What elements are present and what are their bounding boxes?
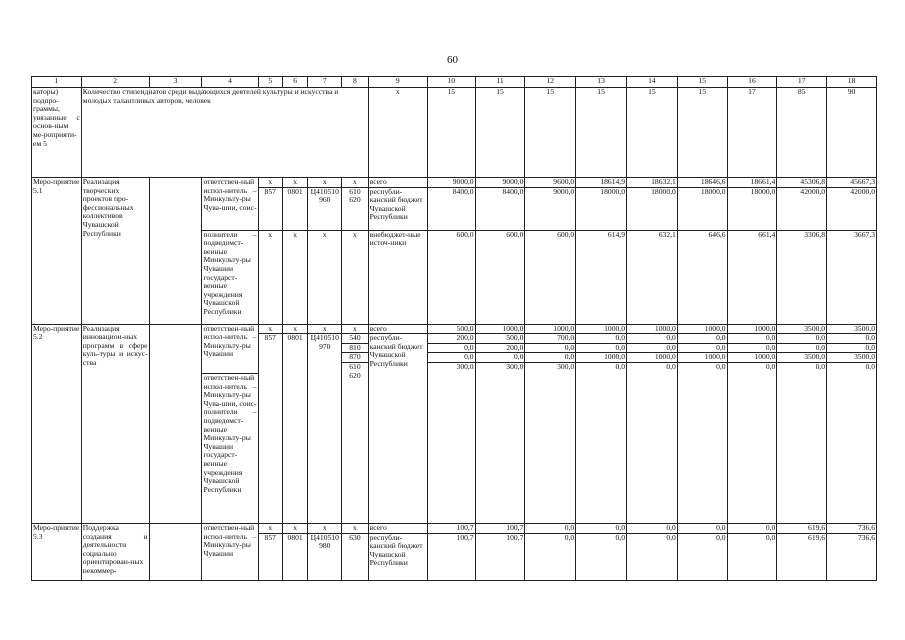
header-cell: 6 xyxy=(282,77,307,88)
value-cell: 0,0 xyxy=(827,343,877,353)
code-cell: 630 xyxy=(342,533,368,580)
code-cell: 540 xyxy=(342,334,368,344)
header-cell: 15 xyxy=(677,77,727,88)
responsible-executor: ответствен-ный испол-нитель – Минкульту-ры Чувашии xyxy=(202,324,258,373)
value-cell: 500,0 xyxy=(427,324,475,334)
value-cell: 3500,0 xyxy=(777,324,827,334)
value-cell: 619,6 xyxy=(777,523,827,533)
code-cell: x xyxy=(282,178,307,188)
value-cell: 18614,9 xyxy=(576,178,627,188)
value-cell: 3306,8 xyxy=(777,230,827,324)
value-cell: 0,0 xyxy=(727,362,777,523)
value-cell: 0,0 xyxy=(576,334,627,344)
code-cell: 870 xyxy=(342,353,368,363)
funding-source: республи-канский бюджет Чувашской Республики xyxy=(368,334,427,524)
header-cell: 1 xyxy=(32,77,82,88)
value-cell: 0,0 xyxy=(576,362,627,523)
code-cell: 0801 xyxy=(282,533,307,580)
value-cell: 0,0 xyxy=(627,362,678,523)
value-cell: 100,7 xyxy=(475,523,525,533)
value-cell: 600,0 xyxy=(525,230,576,324)
funding-source: всего xyxy=(368,324,427,334)
code-cell: x xyxy=(282,324,307,334)
value-cell: 0,0 xyxy=(627,523,678,533)
value-cell: 300,0 xyxy=(475,362,525,523)
value-cell: 632,1 xyxy=(627,230,678,324)
co-executors: полнители – подведомст-венные Минкульту-ры Чувашии государст-венные учреждения Чувашской Республики xyxy=(202,230,258,324)
code-cell: x xyxy=(282,230,307,324)
value-cell: 1000,0 xyxy=(677,324,727,334)
value-cell: 3500,0 xyxy=(827,353,877,363)
value-cell: 0,0 xyxy=(677,523,727,533)
value-cell: 736,6 xyxy=(827,523,877,533)
code-cell: 810 xyxy=(342,343,368,353)
header-cell: 2 xyxy=(81,77,149,88)
value-cell: 200,0 xyxy=(427,334,475,344)
empty-cell xyxy=(149,523,202,580)
measure-desc: Поддержка создания и деятельности социально ориентирован-ных некоммер- xyxy=(81,523,149,580)
value-cell: 0,0 xyxy=(627,334,678,344)
value-cell: 0,0 xyxy=(525,353,576,363)
measure-desc: Реализация инновацион-ных программ в сфере куль-туры и искус-ства xyxy=(81,324,149,523)
code-cell: x xyxy=(342,324,368,334)
indicator-value: 15 xyxy=(525,88,576,178)
header-row xyxy=(32,77,877,88)
code-cell: x xyxy=(258,523,282,533)
header-cell: 5 xyxy=(258,77,282,88)
value-cell: 18000,0 xyxy=(677,187,727,230)
value-cell: 0,0 xyxy=(525,343,576,353)
value-cell: 0,0 xyxy=(525,533,576,580)
header-cell: 8 xyxy=(342,77,368,88)
value-cell: 9000,0 xyxy=(475,178,525,188)
value-cell: 0,0 xyxy=(827,362,877,523)
code-cell: 610 620 xyxy=(342,362,368,523)
value-cell: 614,9 xyxy=(576,230,627,324)
empty-cell xyxy=(149,324,202,523)
value-cell: 8400,0 xyxy=(427,187,475,230)
indicator-value: 90 xyxy=(827,88,877,178)
header-cell: 17 xyxy=(777,77,827,88)
funding-source: всего xyxy=(368,178,427,188)
measure-name: Меро-приятие 5.3 xyxy=(32,523,82,580)
header-cell: 18 xyxy=(827,77,877,88)
value-cell: 1000,0 xyxy=(727,353,777,363)
value-cell: 300,0 xyxy=(427,362,475,523)
code-cell: Ц410510 960 xyxy=(308,187,342,230)
value-cell: 0,0 xyxy=(677,533,727,580)
value-cell: 646,6 xyxy=(677,230,727,324)
value-cell: 0,0 xyxy=(727,533,777,580)
table-row xyxy=(32,324,877,334)
value-cell: 0,0 xyxy=(727,334,777,344)
funding-source: внебюджет-ные источ-ники xyxy=(368,230,427,324)
value-cell: 0,0 xyxy=(677,362,727,523)
code-cell: x xyxy=(308,324,342,334)
code-cell: Ц410510 980 xyxy=(308,533,342,580)
funding-source: республи-канский бюджет Чувашской Республики xyxy=(368,187,427,230)
code-cell: x xyxy=(258,230,282,324)
value-cell: 600,0 xyxy=(427,230,475,324)
value-cell: 1000,0 xyxy=(576,353,627,363)
value-cell: 42000,0 xyxy=(777,187,827,230)
code-cell: x xyxy=(308,178,342,188)
value-cell: 0,0 xyxy=(777,343,827,353)
indicator-label: каторы) подпро-граммы, увязанные с основ-ным ме-роприяти-ем 5 xyxy=(32,88,82,178)
value-cell: 18000,0 xyxy=(576,187,627,230)
value-cell: 0,0 xyxy=(427,343,475,353)
value-cell: 0,0 xyxy=(777,362,827,523)
responsible-executor: ответствен-ный испол-нитель – Минкульту-ры Чувашии xyxy=(202,523,258,580)
page-number: 60 xyxy=(447,54,458,66)
header-cell: 3 xyxy=(149,77,202,88)
indicator-text: Количество стипендиатов среди выдающихся деятелей культуры и искусства и молодых талантливых авторов, человек xyxy=(81,88,368,178)
value-cell: 1000,0 xyxy=(627,324,678,334)
value-cell: 661,4 xyxy=(727,230,777,324)
value-cell: 500,0 xyxy=(475,334,525,344)
value-cell: 18000,0 xyxy=(627,187,678,230)
value-cell: 1000,0 xyxy=(727,324,777,334)
value-cell: 1000,0 xyxy=(525,324,576,334)
code-cell: 0801 xyxy=(282,187,307,230)
value-cell: 700,0 xyxy=(525,334,576,344)
code-cell: x xyxy=(342,523,368,533)
code-cell: 857 xyxy=(258,533,282,580)
indicator-value: 15 xyxy=(576,88,627,178)
value-cell: 0,0 xyxy=(827,334,877,344)
value-cell: 1000,0 xyxy=(475,324,525,334)
indicator-value: 15 xyxy=(627,88,678,178)
value-cell: 42000,0 xyxy=(827,187,877,230)
value-cell: 100,7 xyxy=(427,523,475,533)
responsible-executor: ответствен-ный испол-нитель – Минкульту-ры Чува-шии, соис- xyxy=(202,178,258,231)
code-cell: 857 xyxy=(258,334,282,524)
value-cell: 300,0 xyxy=(525,362,576,523)
funding-source: республи-канский бюджет Чувашской Республики xyxy=(368,533,427,580)
table-row xyxy=(32,178,877,188)
code-cell: 610 620 xyxy=(342,187,368,230)
value-cell: 0,0 xyxy=(677,343,727,353)
value-cell: 200,0 xyxy=(475,343,525,353)
code-cell: x xyxy=(342,230,368,324)
header-cell: 12 xyxy=(525,77,576,88)
value-cell: 100,7 xyxy=(475,533,525,580)
value-cell: 0,0 xyxy=(576,533,627,580)
program-table xyxy=(31,76,877,581)
header-cell: 4 xyxy=(202,77,258,88)
value-cell: 619,6 xyxy=(777,533,827,580)
indicator-source: x xyxy=(368,88,427,178)
funding-source: всего xyxy=(368,523,427,533)
header-cell: 13 xyxy=(576,77,627,88)
header-cell: 9 xyxy=(368,77,427,88)
value-cell: 0,0 xyxy=(727,523,777,533)
code-cell: Ц410510 970 xyxy=(308,334,342,524)
indicator-value: 17 xyxy=(727,88,777,178)
indicator-value: 15 xyxy=(475,88,525,178)
value-cell: 3500,0 xyxy=(827,324,877,334)
value-cell: 9600,0 xyxy=(525,178,576,188)
value-cell: 3500,0 xyxy=(777,353,827,363)
header-cell: 11 xyxy=(475,77,525,88)
value-cell: 0,0 xyxy=(727,343,777,353)
co-executors: ответствен-ный испол-нитель – Минкульту-ры Чува-шии, соис-полнители – подведомст-венные Минкульту-ры Чувашии государст-венные учреждения Чувашской Республики xyxy=(202,373,258,523)
measure-name: Меро-приятие 5.1 xyxy=(32,178,82,325)
value-cell: 0,0 xyxy=(475,353,525,363)
code-cell: x xyxy=(258,324,282,334)
value-cell: 600,0 xyxy=(475,230,525,324)
indicator-row xyxy=(32,88,877,178)
value-cell: 0,0 xyxy=(627,533,678,580)
header-cell: 10 xyxy=(427,77,475,88)
value-cell: 736,6 xyxy=(827,533,877,580)
value-cell: 0,0 xyxy=(627,343,678,353)
value-cell: 100,7 xyxy=(427,533,475,580)
value-cell: 3667,3 xyxy=(827,230,877,324)
header-cell: 14 xyxy=(627,77,678,88)
value-cell: 45306,8 xyxy=(777,178,827,188)
value-cell: 18000,0 xyxy=(727,187,777,230)
empty-cell xyxy=(149,178,202,325)
code-cell: x xyxy=(282,523,307,533)
indicator-value: 15 xyxy=(677,88,727,178)
measure-name: Меро-приятие 5.2 xyxy=(32,324,82,523)
value-cell: 0,0 xyxy=(525,523,576,533)
code-cell: x xyxy=(308,523,342,533)
header-cell: 7 xyxy=(308,77,342,88)
code-cell: x xyxy=(342,178,368,188)
code-cell: x xyxy=(258,178,282,188)
table-row xyxy=(32,523,877,533)
value-cell: 0,0 xyxy=(576,343,627,353)
value-cell: 0,0 xyxy=(576,523,627,533)
value-cell: 0,0 xyxy=(427,353,475,363)
code-cell: 0801 xyxy=(282,334,307,524)
value-cell: 18632,1 xyxy=(627,178,678,188)
value-cell: 0,0 xyxy=(677,334,727,344)
value-cell: 1000,0 xyxy=(627,353,678,363)
value-cell: 9000,0 xyxy=(525,187,576,230)
value-cell: 45667,3 xyxy=(827,178,877,188)
value-cell: 1000,0 xyxy=(677,353,727,363)
value-cell: 0,0 xyxy=(777,334,827,344)
indicator-value: 15 xyxy=(427,88,475,178)
header-cell: 16 xyxy=(727,77,777,88)
value-cell: 1000,0 xyxy=(576,324,627,334)
value-cell: 18661,4 xyxy=(727,178,777,188)
value-cell: 8400,0 xyxy=(475,187,525,230)
indicator-value: 85 xyxy=(777,88,827,178)
value-cell: 9000,0 xyxy=(427,178,475,188)
value-cell: 18646,6 xyxy=(677,178,727,188)
code-cell: x xyxy=(308,230,342,324)
measure-desc: Реализация творческих проектов про-фессиональных коллективов Чувашской Республики xyxy=(81,178,149,325)
code-cell: 857 xyxy=(258,187,282,230)
